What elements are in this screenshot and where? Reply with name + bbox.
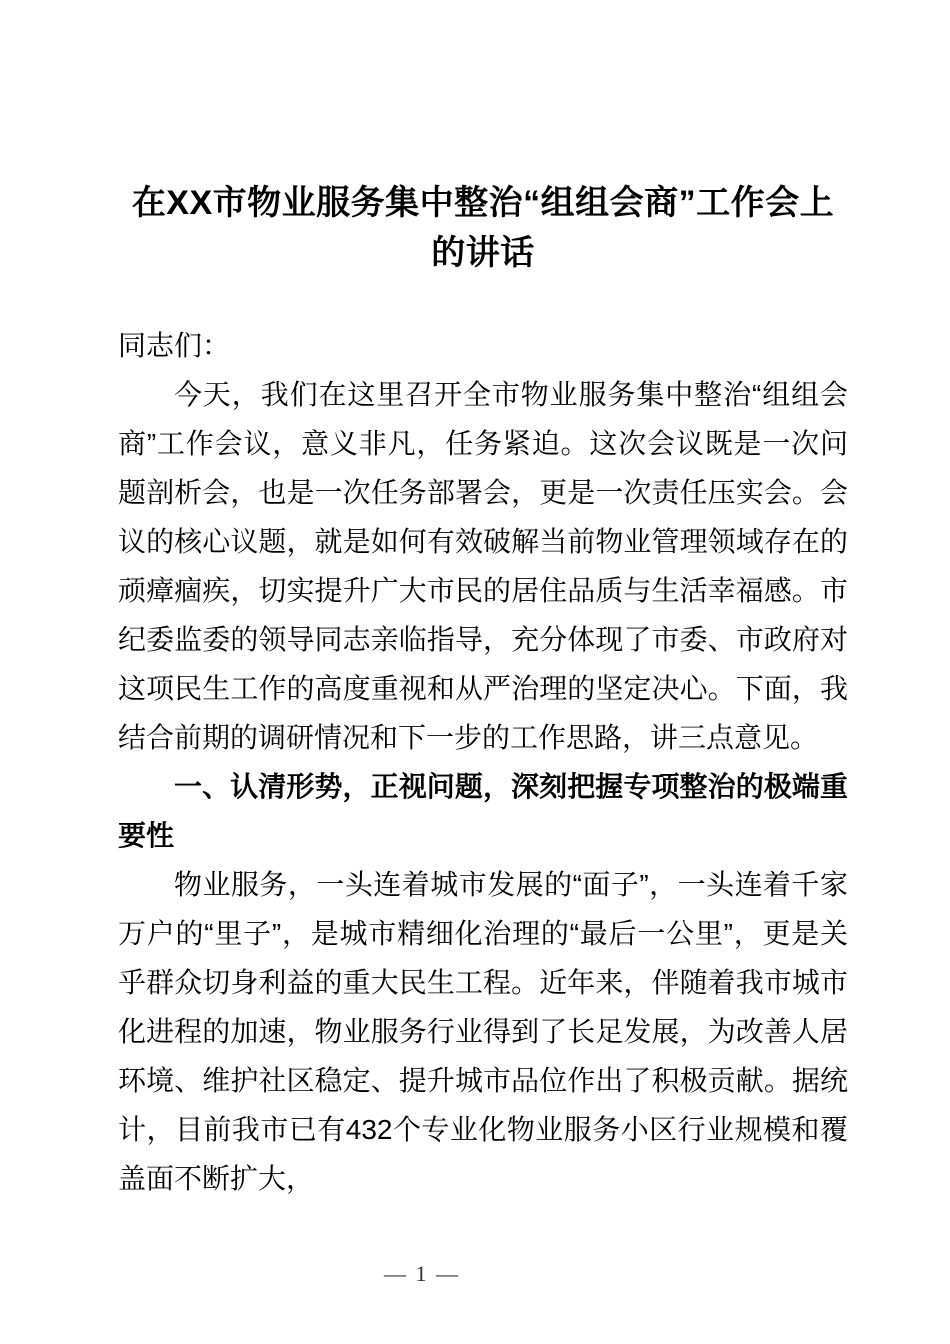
section-heading-1: 一、认清形势，正视问题，深刻把握专项整治的极端重要性 bbox=[118, 771, 848, 851]
page-title: 在XX市物业服务集中整治“组组会商”工作会上的讲话 bbox=[131, 184, 835, 272]
body-paragraph-1: 今天，我们在这里召开全市物业服务集中整治“组组会商”工作会议，意义非凡，任务紧迫。这次会议既是一次问题剖析会，也是一次任务部署会，更是一次责任压实会。会议的核心议题，就是如何有效破解当前物业管理领域存在的顽瘴痼疾，切实提升广大市民的居住品质与生活幸福感。市纪委监委的领导同志亲临指导，充分体现了市委、市政府对这项民生工作的高度重视和从严治理的坚定决心。下面，我结合前期的调研情况和下一步的工作思路，讲三点意见。 bbox=[118, 379, 848, 753]
document-content bbox=[118, 0, 848, 1203]
body-paragraph-2: 物业服务，一头连着城市发展的“面子”，一头连着千家万户的“里子”，是城市精细化治理的“最后一公里”，更是关乎群众切身利益的重大民生工程。近年来，伴随着我市城市化进程的加速，物业服务行业得到了长足发展，为改善人居环境、维护社区稳定、提升城市品位作出了积极贡献。据统计，目前我市已有432个专业化物业服务小区行业规模和覆盖面不断扩大， bbox=[118, 869, 848, 1194]
page-number-footer: — 1 — bbox=[384, 1261, 460, 1286]
salutation-line: 同志们： bbox=[118, 330, 231, 361]
title-body-spacer bbox=[118, 278, 848, 321]
